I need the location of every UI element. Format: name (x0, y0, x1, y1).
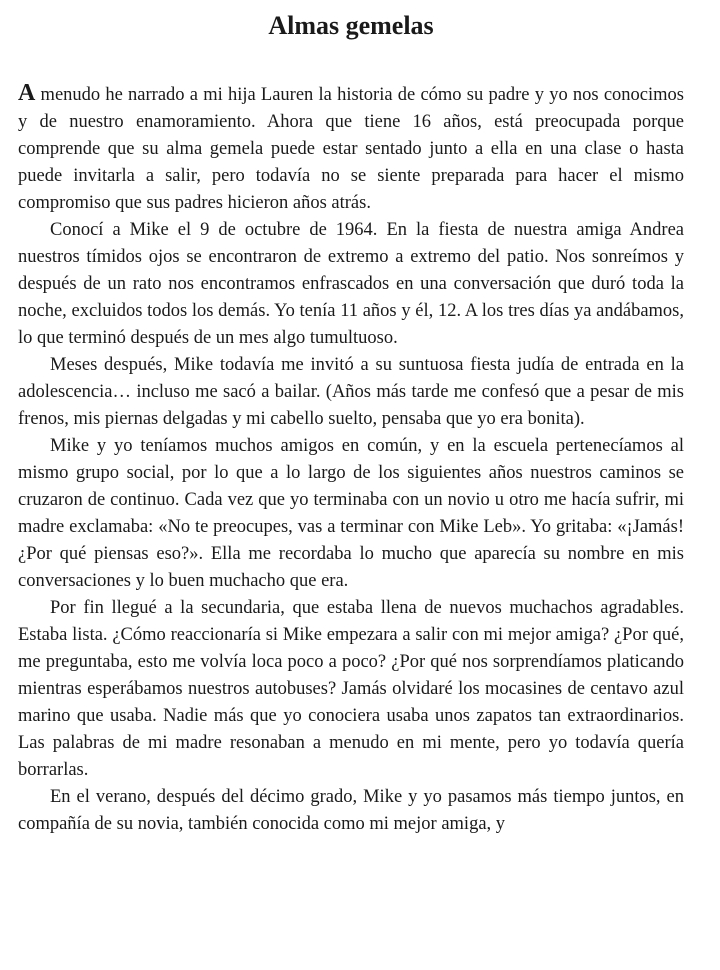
initial-letter: A (18, 80, 36, 106)
paragraph-3: Meses después, Mike todavía me invitó a su suntuosa fiesta judía de entrada en la adolescencia… incluso me sacó a bailar. (Años más tarde me confesó que a pesar de mis frenos, mis piernas delgadas y mi cabello suelto, pensaba que yo era bonita). (18, 355, 684, 429)
paragraph-4: Mike y yo teníamos muchos amigos en común, y en la escuela pertenecíamos al mismo grupo social, por lo que a lo largo de los siguientes años nuestros caminos se cruzaron de continuo. Cada vez que yo terminaba con un novio u otro me hacía sufrir, mi madre exclamaba: «No te preocupes, vas a terminar con Mike Leb». Yo gritaba: «¡Jamás! ¿Por qué piensas eso?». Ella me recordaba lo mucho que aparecía su nombre en mis conversaciones y lo buen muchacho que era. (18, 436, 684, 591)
paragraph-1-text: menudo he narrado a mi hija Lauren la historia de cómo su padre y yo nos conocimos y de nuestro enamoramiento. Ahora que tiene 16 años, está preocupada porque comprende que su alma gemela puede estar sentado junto a ella en una clase o hasta puede invitarla a salir, pero todavía no se siente preparada para hacer el mismo compromiso que sus padres hicieron años atrás. (18, 85, 684, 213)
paragraph-1 (18, 80, 684, 217)
paragraph-2: Conocí a Mike el 9 de octubre de 1964. En la fiesta de nuestra amiga Andrea nuestros tímidos ojos se encontraron de extremo a extremo del patio. Nos sonreímos y después de un rato nos encontramos enfrascados en una conversación que duró toda la noche, excluidos todos los demás. Yo tenía 11 años y él, 12. A los tres días ya andábamos, lo que terminó después de un mes algo tumultuoso. (18, 220, 684, 348)
chapter-title: Almas gemelas (268, 11, 434, 40)
chapter-body (18, 80, 684, 838)
paragraph-6: En el verano, después del décimo grado, Mike y yo pasamos más tiempo juntos, en compañía de su novia, también conocida como mi mejor amiga, y (18, 787, 684, 834)
paragraph-5: Por fin llegué a la secundaria, que estaba llena de nuevos muchachos agradables. Estaba lista. ¿Cómo reaccionaría si Mike empezara a salir con mi mejor amiga? ¿Por qué, me preguntaba, esto me volvía loca poco a poco? ¿Por qué nos sorprendíamos platicando mientras esperábamos nuestros autobuses? Jamás olvidaré los mocasines de centavo azul marino que usaba. Nadie más que yo conociera usaba unos zapatos tan extraordinarios. Las palabras de mi madre resonaban a menudo en mi mente, pero yo todavía quería borrarlas. (18, 598, 684, 780)
